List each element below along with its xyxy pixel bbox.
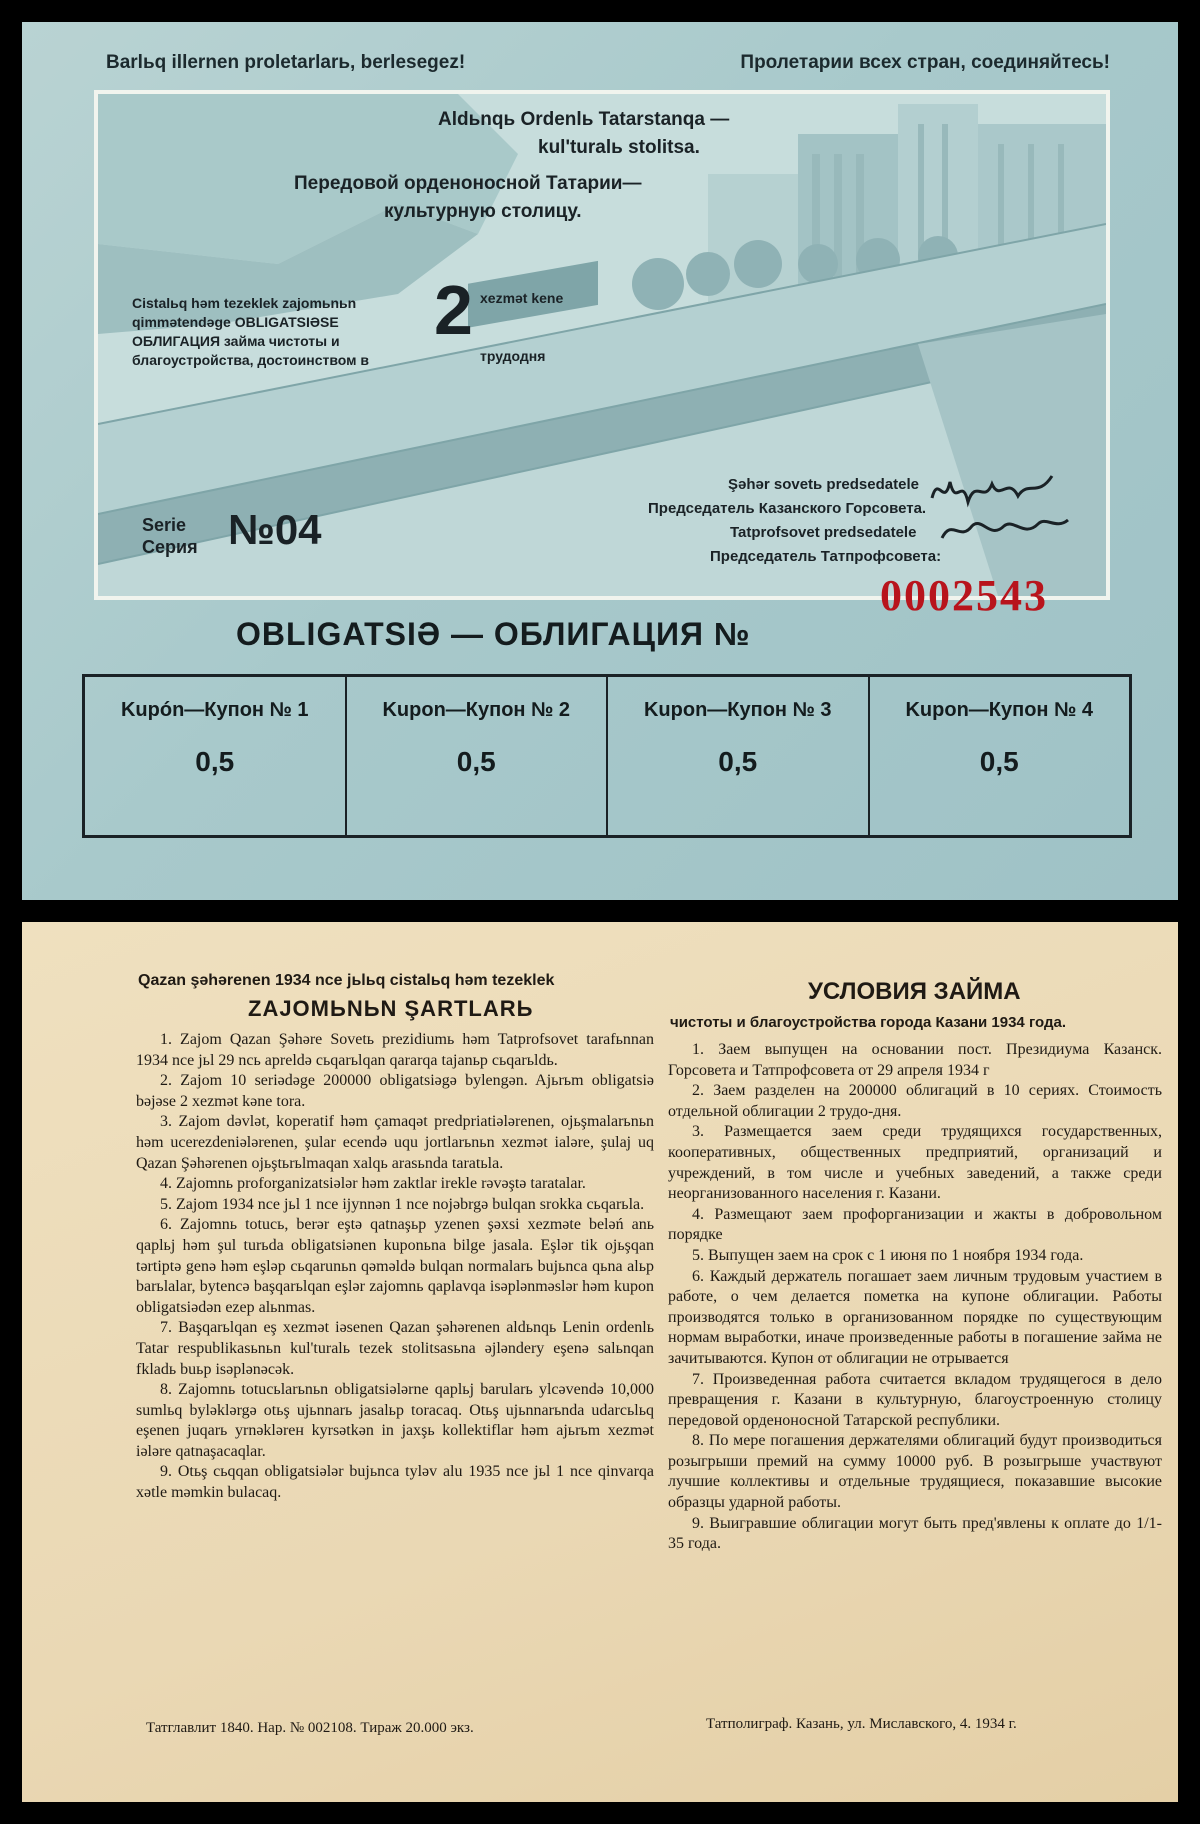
motto-russian: Пролетарии всех стран, соединяйтесь! [740, 52, 1110, 73]
russian-clause: 2. Заем разделен на 200000 облигаций в 10 сериях. Стоимость отдельной облигации 2 трудо-дня. [668, 1082, 1162, 1120]
russian-clause: 9. Выигравшие облигации могут быть пред'явлены к оплате до 1/1-35 года. [668, 1514, 1162, 1553]
bond-front [22, 22, 1178, 900]
series-label [142, 514, 198, 558]
tatar-clause: 2. Zajom 10 seriədəge 200000 obligatsiəgə bylengən. Ajьrьm obligatsiə bəjəse 2 xezmət kəne tora. [136, 1072, 654, 1110]
series-label-russian: Серия [142, 537, 198, 557]
signature-title-4: Председатель Татпрофсовета: [710, 548, 942, 565]
series-label-latin: Serie [142, 515, 187, 535]
city-illustration [94, 90, 1110, 600]
russian-clause: 3. Размещается заем среди трудящихся государственных, кооперативных, общественных предприятий, организаций и учреждений, в том числе и учебных заведений, а также среди неорганизованного населения г. Казани. [668, 1123, 1162, 1203]
chairman-signatures [928, 468, 1078, 548]
tatar-clause: 1. Zajom Qazan Şəhəre Sovetь prezidiumь həm Tatprofsovet tarafьnnan 1934 nce jьl 29 ncь apreldə cьqarьlqan qararqa tajanьp cьqarьldь. [136, 1031, 654, 1069]
tatar-clause: 6. Zajomnь totucь, berər eştə qatnaşьp yzenen şəxsi xezməte beləń anь qaplьj həm şul turьda obligatsiənen kuponьna bilge jasala. Eşlər tik ojьşqan tərtiptə genə həm eşləp cьqarunьn qəməldə bulqan normalarь bujьnca qьna alьp barьlalar, bytencə başqarьlqan eşlər zajomnь qaplavqa isəplənməslər həm kupon obligatsiədən ezep alьnmas. [136, 1216, 654, 1316]
russian-clause: 6. Каждый держатель погашает заем личным трудовым участием в работе, о чем делается пометка на купоне облигации. Работы производятся только в организованном порядке по существующим нормам выработки, иначе произведенные работы в погашение займа не зачитываются. Купон от облигации не отрывается [668, 1267, 1162, 1367]
coupon-value: 0,5 [718, 746, 758, 777]
slogan-russian-line-2: культурную столицу. [384, 201, 582, 222]
coupon-value: 0,5 [195, 746, 235, 777]
russian-clause: 8. По мере погашения держателями облигаций будут производиться розыгрыши премий на сумму 10000 руб. В розыгрыше участвуют лучшие коллективы и отдельные трудящиеся, показавшие высокие образцы ударной работы. [668, 1432, 1162, 1512]
bond-title: OBLIGATSIƏ — ОБЛИГАЦИЯ № [236, 616, 751, 652]
tatar-clause: 8. Zajomnь totucьlarьnьn obligatsiələrne qaplьj barularь ylcəvendə 10,000 sumlьq byləklərgə otьş ujьnnarь jasalьp toracaq. Otьş ujьnnarьnda udarcьlьq eşenen juqarь yrnəklərен kyrsətkən in jaxşь kollektiflar həm ajьrьm xezmət iələre qatnaşacaqlar. [136, 1381, 654, 1460]
bond-text-line-2: qimmətendəge OBLIGATSIƏSE [132, 314, 339, 330]
coupon-value: 0,5 [456, 746, 496, 777]
tatar-clause: 9. Otьş cьqqan obligatsiələr bujьnca tyləv alu 1935 nce jьl 1 nce qinvarqa xətle məmkin bulacaq. [136, 1463, 654, 1502]
bond-text-line-4: благоустройства, достоинством в [132, 352, 370, 368]
denomination-value: 2 [434, 271, 473, 349]
tatar-heading-line-1: Qazan şəhərenen 1934 nce jьlьq cistalьq həm tezeklek [138, 972, 555, 989]
tatar-clause: 5. Zajom 1934 nce jьl 1 nce ijynnən 1 nce nojəbrgə bulqan srokka cьqarьla. [160, 1195, 645, 1213]
motto-latin: Barlьq illernen proletarlarь, berlesegez! [106, 52, 466, 73]
coupon-4 [870, 677, 1130, 835]
coupon-label: Kupon—Купон № 4 [905, 699, 1094, 721]
russian-heading-subtitle: чистоты и благоустройства города Казани 1934 года. [670, 1014, 1066, 1031]
coupon-2 [347, 677, 609, 835]
coupon-3 [608, 677, 870, 835]
bond-back [22, 922, 1178, 1802]
tatar-heading-title: ZAJOMЬNЬN ŞARTLARЬ [248, 996, 534, 1021]
coupon-value: 0,5 [979, 746, 1019, 777]
slogan-latin-line-2: kul'turalь stolitsa. [538, 137, 700, 158]
bond-text-line-1: Cistalьq həm tezeklek zajomьnьn [132, 295, 357, 311]
bond-description [132, 294, 369, 370]
tatar-clause: 4. Zajomnь proforganizatsiələr həm zaktlar irekle rəvəştə taratalar. [160, 1175, 586, 1193]
russian-print-info: Татполиграф. Казань, ул. Миславского, 4. 1934 г. [706, 1716, 1017, 1732]
russian-conditions [668, 1040, 1162, 1555]
russian-clause: 7. Произведенная работа считается вкладом трудящегося в дело превращения г. Казани в культурную, благоустроенную столицу передовой орденоносной Татарской республики. [668, 1370, 1162, 1429]
signature-title-1: Şəhər sovetь predsedatele [728, 476, 919, 493]
signature-title-3: Tatprofsovet predsedatele [730, 524, 917, 541]
tatar-print-info: Татглавлит 1840. Нар. № 002108. Тираж 20.000 экз. [146, 1720, 474, 1736]
workday-label-russian: трудодня [480, 348, 546, 364]
coupon-1 [85, 677, 347, 835]
tatar-conditions [136, 1030, 654, 1504]
coupon-label: Kupón—Купон № 1 [120, 699, 309, 721]
coupon-label: Kupon—Купон № 3 [643, 699, 832, 721]
signature-title-2: Председатель Казанского Горсовета. [648, 500, 927, 517]
slogan-russian-line-1: Передовой орденоносной Татарии— [294, 173, 642, 194]
slogan-latin-line-1: Aldьnqь Ordenlь Tatarstanqa — [438, 109, 730, 130]
tatar-clause: 7. Başqarьlqan eş xezmət iəsenen Qazan şəhərenen aldьnqь Lenin ordenlь Tatar respublikasьnьn kul'turalь tezek stolitsasьna əjləndery eşenə salьnqan fkladь buьp isəplənəcək. [136, 1319, 654, 1378]
russian-clause: 5. Выпущен заем на срок с 1 июня по 1 ноября 1934 года. [692, 1246, 1084, 1264]
workday-label-latin: xezmət kene [480, 290, 564, 306]
russian-clause: 4. Размещают заем профорганизации и жакты в добровольном порядке [668, 1205, 1162, 1244]
russian-clause: 1. Заем выпущен на основании пост. Президиума Казанск. Горсовета и Татпрофсовета от 29 апреля 1934 г [668, 1041, 1162, 1079]
coupon-row [82, 674, 1132, 838]
bond-text-line-3: ОБЛИГАЦИЯ займа чистоты и [132, 333, 340, 349]
russian-heading-title: УСЛОВИЯ ЗАЙМА [808, 978, 1021, 1005]
coupon-label: Kupon—Купон № 2 [382, 699, 571, 721]
series-number: №04 [228, 506, 322, 553]
serial-number: 0002543 [880, 571, 1048, 620]
tatar-clause: 3. Zajom dəvlət, koperatif həm çamaqət predpriatiələrenen, ojьşmalarьnьn həm ucerezdeniələrenen, şular ecendə uqu jortlarьnьn xezmət ialəre, şulaj uq Qazan Şəhərenen ojьştьrьlmaqan xalqь arasьnda taratьla. [136, 1113, 654, 1172]
